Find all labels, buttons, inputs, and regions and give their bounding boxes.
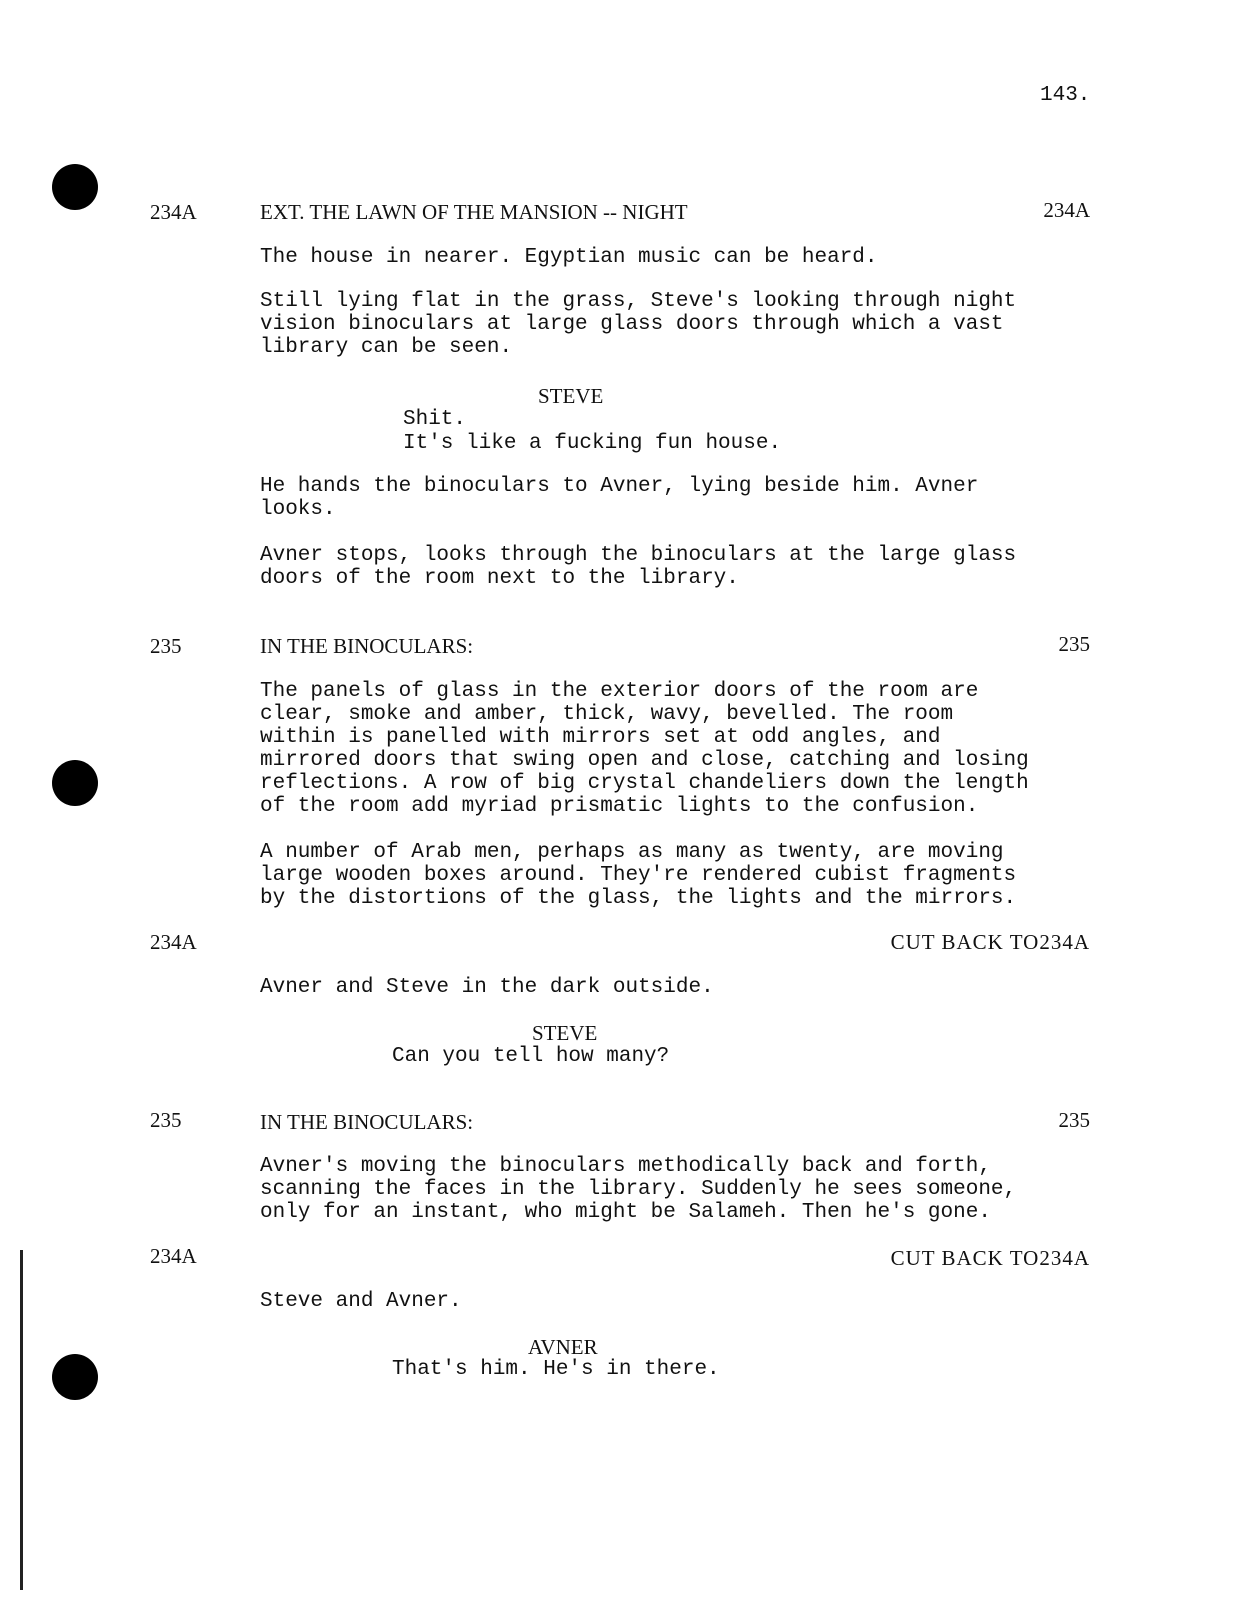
character-name: STEVE (532, 1021, 598, 1045)
action-text: He hands the binoculars to Avner, lying beside him. Avner looks. (260, 475, 979, 521)
punch-hole (52, 164, 98, 210)
transition-text: CUT BACK TO234A (890, 930, 1090, 954)
page-number: 143. (1040, 84, 1091, 107)
action-text: The panels of glass in the exterior doors of the room are clear, smoke and amber, thick, wavy, bevelled. The room within is panelled with mirrors set at odd angles, and mirrored doors that swing open and close, catching and losing reflections. A row of big crystal chandeliers down the length of the room add myriad prismatic lights to the confusion. (260, 680, 1029, 818)
action-text: Steve and Avner. (260, 1290, 462, 1313)
punch-hole (52, 760, 98, 806)
action-text: A number of Arab men, perhaps as many as twenty, are moving large wooden boxes around. They're rendered cubist fragments by the distortions of the glass, the lights and the mirrors. (260, 841, 1017, 910)
scan-edge-line (20, 1250, 23, 1590)
scene-number-right: 235 (1058, 1108, 1090, 1132)
action-text: The house in nearer. Egyptian music can be heard. (260, 246, 878, 269)
character-name: STEVE (538, 384, 604, 408)
scene-number-left: 234A (150, 200, 197, 224)
dialogue-text: That's him. He's in there. (392, 1358, 720, 1381)
scene-number-right: 234A (1043, 198, 1090, 222)
scene-number-left: 234A (150, 930, 197, 954)
scene-number-right: 235 (1058, 632, 1090, 656)
scene-heading: IN THE BINOCULARS: (260, 1110, 474, 1134)
action-text: Avner's moving the binoculars methodically back and forth, scanning the faces in the library. Suddenly he sees someone, only for an instant, who might be Salameh. Then he's gone. (260, 1155, 1017, 1224)
dialogue-text: Shit. It's like a fucking fun house. (403, 408, 782, 455)
scene-heading: EXT. THE LAWN OF THE MANSION -- NIGHT (260, 200, 688, 224)
scene-number-left: 234A (150, 1244, 197, 1268)
scene-number-left: 235 (150, 634, 182, 658)
transition-text: CUT BACK TO234A (890, 1246, 1090, 1270)
action-text: Avner and Steve in the dark outside. (260, 976, 714, 999)
action-text: Avner stops, looks through the binoculars at the large glass doors of the room next to the library. (260, 544, 1017, 590)
punch-hole (52, 1354, 98, 1400)
scene-number-left: 235 (150, 1108, 182, 1132)
character-name: AVNER (528, 1335, 598, 1359)
dialogue-text: Can you tell how many? (392, 1045, 670, 1068)
action-text: Still lying flat in the grass, Steve's looking through night vision binoculars at large glass doors through which a vast library can be seen. (260, 290, 1017, 359)
scene-heading: IN THE BINOCULARS: (260, 634, 474, 658)
